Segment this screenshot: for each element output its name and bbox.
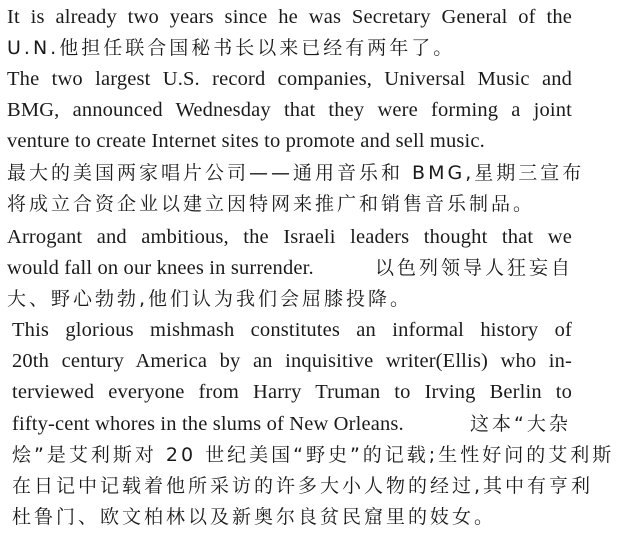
p2-zh-line-1: 最大的美国两家唱片公司——通用音乐和 BMG,星期三宣布 — [7, 162, 585, 184]
p2-en-line-2: BMG, announced Wednesday that they were forming a joint — [7, 99, 572, 121]
p2-en-line-3: venture to create Internet sites to promote and sell music. — [7, 130, 485, 152]
p4-en-line-2: 20th century America by an inquisitive writer(Ellis) who in- — [12, 350, 572, 372]
p2-zh-line-2: 将成立合资企业以建立因特网来推广和销售音乐制品。 — [7, 193, 536, 215]
p3-zh-line-1: 以色列领导人狂妄自 — [375, 257, 574, 279]
p4-zh-line-2: 烩”是艾利斯对 20 世纪美国“野史”的记载;生性好问的艾利斯 — [12, 444, 615, 466]
p3-en-line-1: Arrogant and ambitious, the Israeli leaders thought that we — [7, 226, 572, 248]
p3-en-line-2: would fall on our knees in surrender. — [7, 257, 314, 279]
p4-zh-line-4: 杜鲁门、欧文柏林以及新奥尔良贫民窟里的妓女。 — [12, 506, 497, 528]
p4-zh-line-1: 这本“大杂 — [470, 413, 571, 435]
p3-zh-line-2: 大、野心勃勃,他们认为我们会屈膝投降。 — [7, 288, 413, 310]
p4-en-line-3: terviewed everyone from Harry Truman to Irving Berlin to — [12, 381, 572, 403]
p4-en-line-1: This glorious mishmash constitutes an informal history of — [12, 319, 572, 341]
p4-zh-line-3: 在日记中记载着他所采访的许多大小人物的经过,其中有亨利 — [12, 475, 594, 497]
p1-en-line-1: It is already two years since he was Secretary General of the — [7, 6, 572, 28]
p2-en-line-1: The two largest U.S. record companies, Universal Music and — [7, 68, 572, 90]
p4-en-line-4: fifty-cent whores in the slums of New Orleans. — [12, 413, 404, 435]
p1-mixed-line-2: U.N.他担任联合国秘书长以来已经有两年了。 — [7, 37, 456, 59]
